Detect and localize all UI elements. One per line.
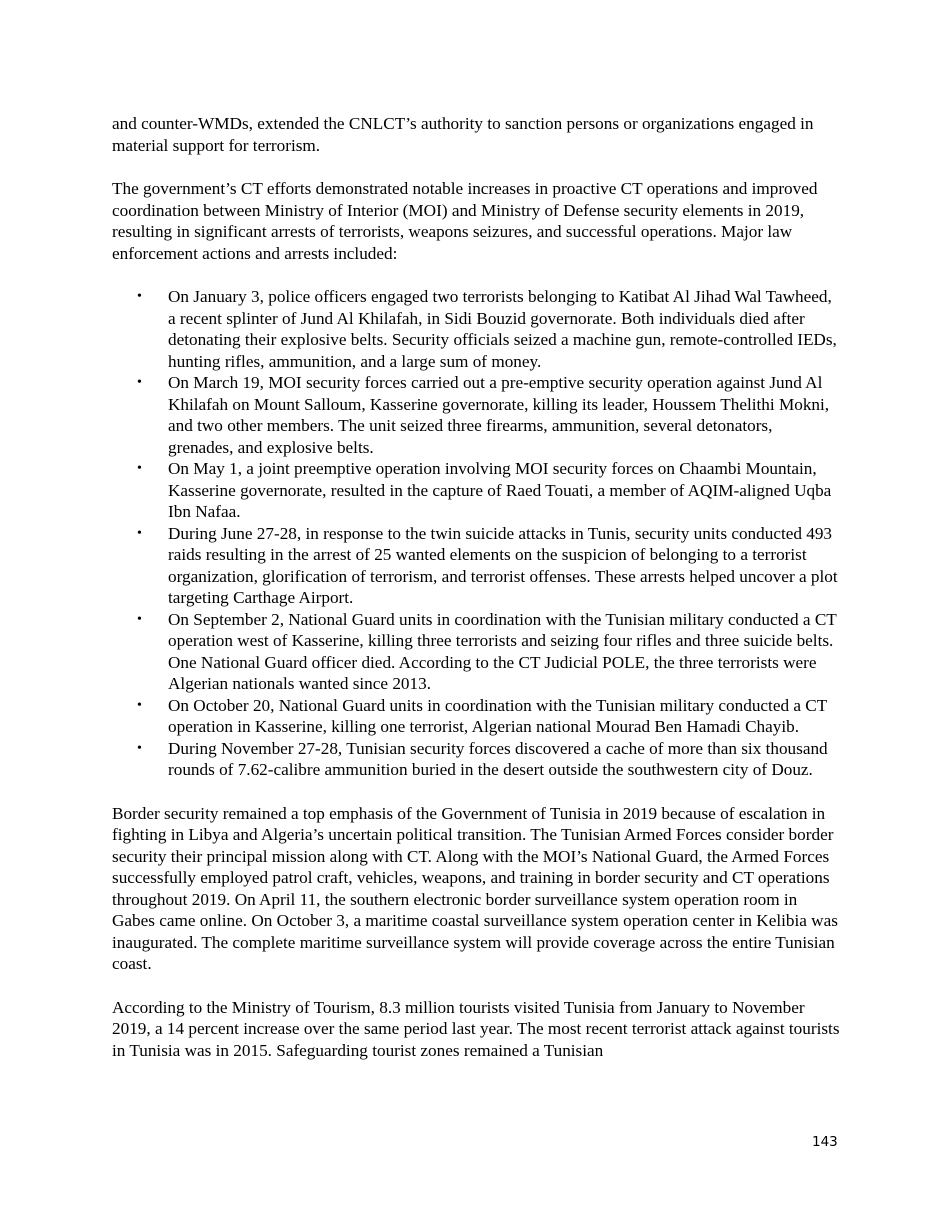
bullet-icon: • (137, 375, 142, 390)
list-item (137, 738, 840, 781)
list-item (137, 695, 840, 738)
paragraph-tourism: According to the Ministry of Tourism, 8.3 million tourists visited Tunisia from January to November 2019, a 14 percent increase over the same period last year. The most recent terrorist attack against tourists in Tunisia was in 2015. Safeguarding tourist zones remained a Tunisian (112, 997, 840, 1060)
list-item (137, 458, 840, 523)
list-item (137, 609, 840, 695)
list-item-text: On March 19, MOI security forces carried out a pre-emptive security operation against Jund Al Khilafah on Mount Salloum, Kasserine governorate, killing its leader, Houssem Thelithi Mokni, and two other members. The unit seized three firearms, ammunition, several detonators, grenades, and explosive belts. (168, 373, 830, 457)
bullet-icon: • (137, 461, 142, 476)
paragraph-gap (112, 975, 840, 997)
bullet-icon: • (137, 611, 142, 627)
paragraph-ct-efforts: The government’s CT efforts demonstrated notable increases in proactive CT operations and improved coordination between Ministry of Interior (MOI) and Ministry of Defense security elements in 2019, resulting in significant arrests of terrorists, weapons seizures, and successful operations. Major law enforcement actions and arrests included: (112, 179, 818, 263)
bullet-icon: • (137, 697, 142, 713)
list-item (137, 523, 840, 609)
law-enforcement-actions-list (112, 286, 840, 781)
paragraph-border-security: Border security remained a top emphasis of the Government of Tunisia in 2019 because of escalation in fighting in Libya and Algeria’s uncertain political transition. The Tunisian Armed Forces consider border security their principal mission along with CT. Along with the MOI’s National Guard, the Armed Forces successfully employed patrol craft, vehicles, weapons, and training in border security and CT operations throughout 2019. On April 11, the southern electronic border surveillance system operation room in Gabes came online. On October 3, a maritime coastal surveillance system operation center in Kelibia was inaugurated. The complete maritime surveillance system will provide coverage across the entire Tunisian coast. (112, 803, 838, 973)
paragraph-gap (112, 781, 840, 803)
list-item-text: On May 1, a joint preemptive operation involving MOI security forces on Chaambi Mountain, Kasserine governorate, resulted in the capture of Raed Touati, a member of AQIM-aligned Uqba Ibn Nafaa. (168, 459, 832, 521)
bullet-icon: • (137, 289, 142, 304)
page-number: 143 (812, 1134, 838, 1150)
paragraph-intro-continuation: and counter-WMDs, extended the CNLCT’s authority to sanction persons or organizations engaged in material support for terrorism. (112, 114, 814, 155)
list-item-text: On January 3, police officers engaged two terrorists belonging to Katibat Al Jihad Wal Tawheed, a recent splinter of Jund Al Khilafah, in Sidi Bouzid governorate. Both individuals died after detonating their explosive belts. Security officials seized a machine gun, remote-controlled IEDs, hunting rifles, ammunition, and a large sum of money. (168, 287, 837, 371)
paragraph-gap (112, 264, 840, 286)
bullet-icon: • (137, 525, 142, 541)
list-item-text: During November 27-28, Tunisian security forces discovered a cache of more than six thousand rounds of 7.62-calibre ammunition buried in the desert outside the southwestern city of Douz. (168, 738, 828, 779)
list-item-text: On September 2, National Guard units in coordination with the Tunisian military conducted a CT operation west of Kasserine, killing three terrorists and seizing four rifles and three suicide belts. One National Guard officer died. According to the CT Judicial POLE, the three terrorists were Algerian nationals wanted since 2013. (168, 609, 837, 693)
paragraph-gap (112, 156, 840, 178)
list-item (137, 372, 840, 458)
list-item (137, 286, 840, 372)
bullet-icon: • (137, 740, 142, 756)
list-item-text: On October 20, National Guard units in coordination with the Tunisian military conducted a CT operation in Kasserine, killing one terrorist, Algerian national Mourad Ben Hamadi Chayib. (168, 695, 827, 736)
list-item-text: During June 27-28, in response to the twin suicide attacks in Tunis, security units conducted 493 raids resulting in the arrest of 25 wanted elements on the suspicion of belonging to a terrorist organization, glorification of terrorism, and terrorist offenses. These arrests helped uncover a plot targeting Carthage Airport. (168, 523, 838, 607)
document-page (112, 113, 840, 1061)
